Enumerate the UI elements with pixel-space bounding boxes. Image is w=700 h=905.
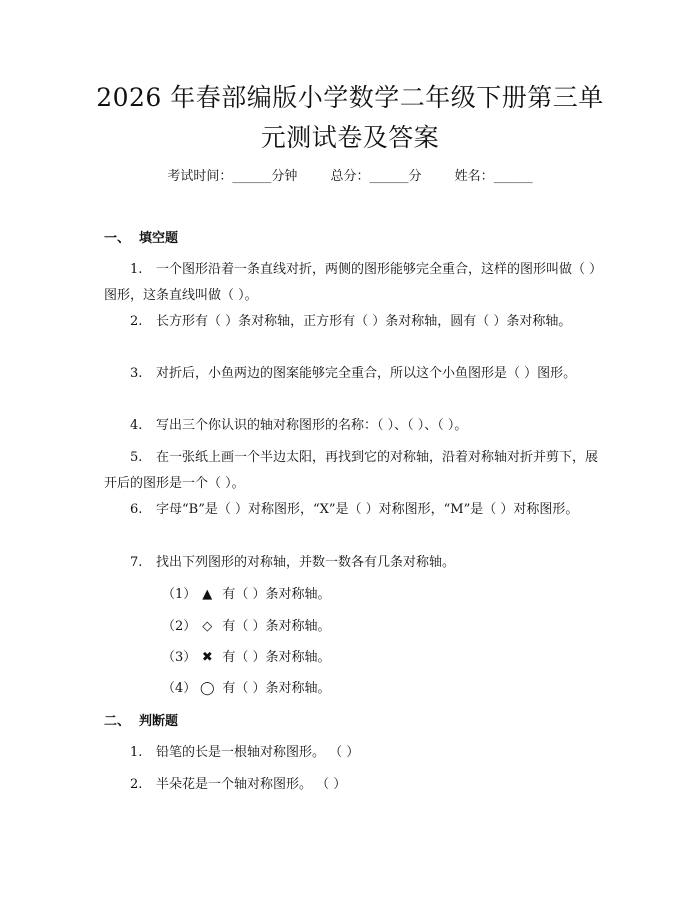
- subitem-1: [162, 585, 331, 605]
- section-heading-true-false: 二、 判断题: [104, 714, 179, 729]
- question-number: 2.: [130, 777, 143, 792]
- question-2-2: [104, 772, 600, 798]
- subitem-text: 有（ ）条对称轴。: [222, 650, 331, 665]
- subitem-label: （3）: [162, 650, 197, 665]
- question-text: 字母“B”是（ ）对称图形，“X”是（ ）对称图形，“M”是（ ）对称图形。: [156, 502, 579, 517]
- question-1-1: [104, 257, 600, 309]
- question-text: 一个图形沿着一条直线对折，两侧的图形能够完全重合，这样的图形叫做（ ）图形，这条直线叫做（ ）。: [104, 262, 596, 303]
- question-number: 1.: [130, 262, 143, 277]
- document-title-line-2: 元测试卷及答案: [260, 123, 440, 152]
- exam-score-unit: 分: [408, 169, 422, 184]
- exam-score-label: 总分：: [330, 169, 370, 184]
- question-number: 7.: [130, 555, 143, 570]
- exam-score-blank: ______: [369, 169, 409, 184]
- question-number: 2.: [130, 314, 143, 329]
- question-number: 6.: [130, 502, 143, 517]
- question-1-2: [104, 309, 600, 335]
- circle-icon: ◯: [200, 681, 215, 696]
- question-1-7: [104, 550, 600, 576]
- subitem-label: （2）: [162, 619, 197, 634]
- question-2-1: [104, 740, 600, 766]
- question-number: 4.: [130, 418, 143, 433]
- subitem-3: [162, 648, 331, 668]
- subitem-2: [162, 617, 331, 637]
- exam-info-line: [0, 166, 700, 188]
- exam-name-blank: ______: [493, 169, 533, 184]
- exam-time-label: 考试时间：: [167, 169, 233, 184]
- subitem-text: 有（ ）条对称轴。: [222, 619, 331, 634]
- question-1-4: [104, 413, 600, 439]
- question-text: 在一张纸上画一个半边太阳，再找到它的对称轴，沿着对称轴对折并剪下，展开后的图形是一个（ ）。: [104, 450, 599, 491]
- document-title-line-1: 2026 年春部编版小学数学二年级下册第三单: [96, 83, 604, 112]
- subitem-text: 有（ ）条对称轴。: [222, 587, 331, 602]
- subitem-4: [162, 679, 331, 699]
- question-1-5: [104, 445, 600, 497]
- question-text: 对折后，小鱼两边的图案能够完全重合，所以这个小鱼图形是（ ）图形。: [156, 366, 577, 381]
- question-text: 写出三个你认识的轴对称图形的名称：（ ）、（ ）、（ ）。: [156, 418, 468, 433]
- question-text: 长方形有（ ）条对称轴，正方形有（ ）条对称轴，圆有（ ）条对称轴。: [156, 314, 572, 329]
- subitem-label: （4）: [162, 681, 197, 696]
- question-text: 半朵花是一个轴对称图形。 （ ）: [156, 777, 347, 792]
- question-1-6: [104, 497, 600, 523]
- section-heading-fill-in: 一、 填空题: [104, 231, 179, 246]
- diamond-icon: ◇: [202, 619, 213, 634]
- cross-icon: ✖: [201, 650, 213, 665]
- subitem-label: （1）: [162, 587, 197, 602]
- question-number: 3.: [130, 366, 143, 381]
- exam-time-blank: ______: [232, 169, 272, 184]
- question-1-3: [104, 361, 600, 387]
- question-text: 找出下列图形的对称轴，并数一数各有几条对称轴。: [156, 555, 456, 570]
- subitem-text: 有（ ）条对称轴。: [222, 681, 331, 696]
- triangle-icon: ▲: [202, 587, 213, 602]
- exam-time-unit: 分钟: [271, 169, 298, 184]
- question-number: 5.: [130, 450, 143, 465]
- question-number: 1.: [130, 745, 143, 760]
- exam-name-label: 姓名：: [454, 169, 494, 184]
- question-text: 铅笔的长是一根轴对称图形。 （ ）: [156, 745, 360, 760]
